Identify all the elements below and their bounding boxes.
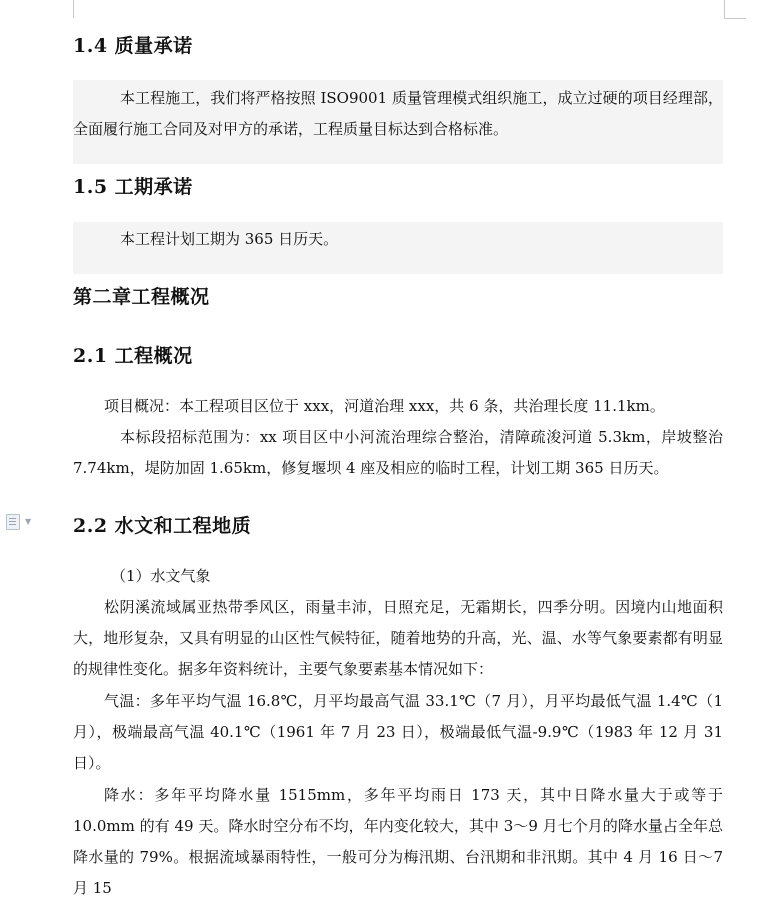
- page-corner-mark-right-h: [724, 18, 746, 19]
- page-corner-mark-left: [73, 0, 74, 18]
- paragraph-temperature: 气温：多年平均气温 16.8℃，月平均最高气温 33.1℃（7 月），月平均最低气温 1.4℃（1 月），极端最高气温 40.1℃（1961 年 7 月 23 日），极端最低气温-9.9℃（1983 年 12 月 31 日）。: [73, 692, 723, 772]
- chapter-2-title: 第二章工程概况: [73, 286, 210, 308]
- heading-1-5: 1.5 工期承诺: [73, 176, 193, 198]
- heading-2-1: 2.1 工程概况: [73, 345, 193, 367]
- paragraph-2-1-overview: 项目概况：本工程项目区位于 xxx，河道治理 xxx，共 6 条，共治理长度 11.1km。: [104, 397, 665, 415]
- paragraph-2-1-scope: 本标段招标范围为：xx 项目区中小河流治理综合整治，清障疏浚河道 5.3km，岸坡整治 7.74km，堤防加固 1.65km，修复堰坝 4 座及相应的临时工程，计划工期 365 日历天。: [73, 428, 723, 477]
- paragraph-1-5: 本工程计划工期为 365 日历天。: [120, 230, 339, 248]
- page-corner-mark-right: [724, 0, 747, 18]
- heading-1-4: 1.4 质量承诺: [73, 35, 193, 57]
- heading-2-2: 2.2 水文和工程地质: [73, 515, 252, 537]
- paragraph-climate: 松阴溪流域属亚热带季风区，雨量丰沛，日照充足，无霜期长，四季分明。因境内山地面积大，地形复杂，又具有明显的山区性气候特征，随着地势的升高，光、温、水等气象要素都有明显的规律性变化。据多年资料统计，主要气象要素基本情况如下：: [73, 598, 723, 678]
- paragraph-precipitation: 降水：多年平均降水量 1515mm，多年平均雨日 173 天，其中日降水量大于或等于 10.0mm 的有 49 天。降水时空分布不均，年内变化较大，其中 3～9 月七个月的降水量占全年总降水量的 79%。根据流域暴雨特性，一般可分为梅汛期、台汛期和非汛期。其中 4 月 16 日～7 月 15: [73, 786, 723, 897]
- document-icon[interactable]: [6, 514, 20, 530]
- chevron-down-icon[interactable]: ▼: [25, 517, 32, 526]
- paragraph-1-4: 本工程施工，我们将严格按照 ISO9001 质量管理模式组织施工，成立过硬的项目经理部，全面履行施工合同及对甲方的承诺，工程质量目标达到合格标准。: [73, 89, 723, 138]
- subheading-hydrology: （1）水文气象: [111, 567, 211, 585]
